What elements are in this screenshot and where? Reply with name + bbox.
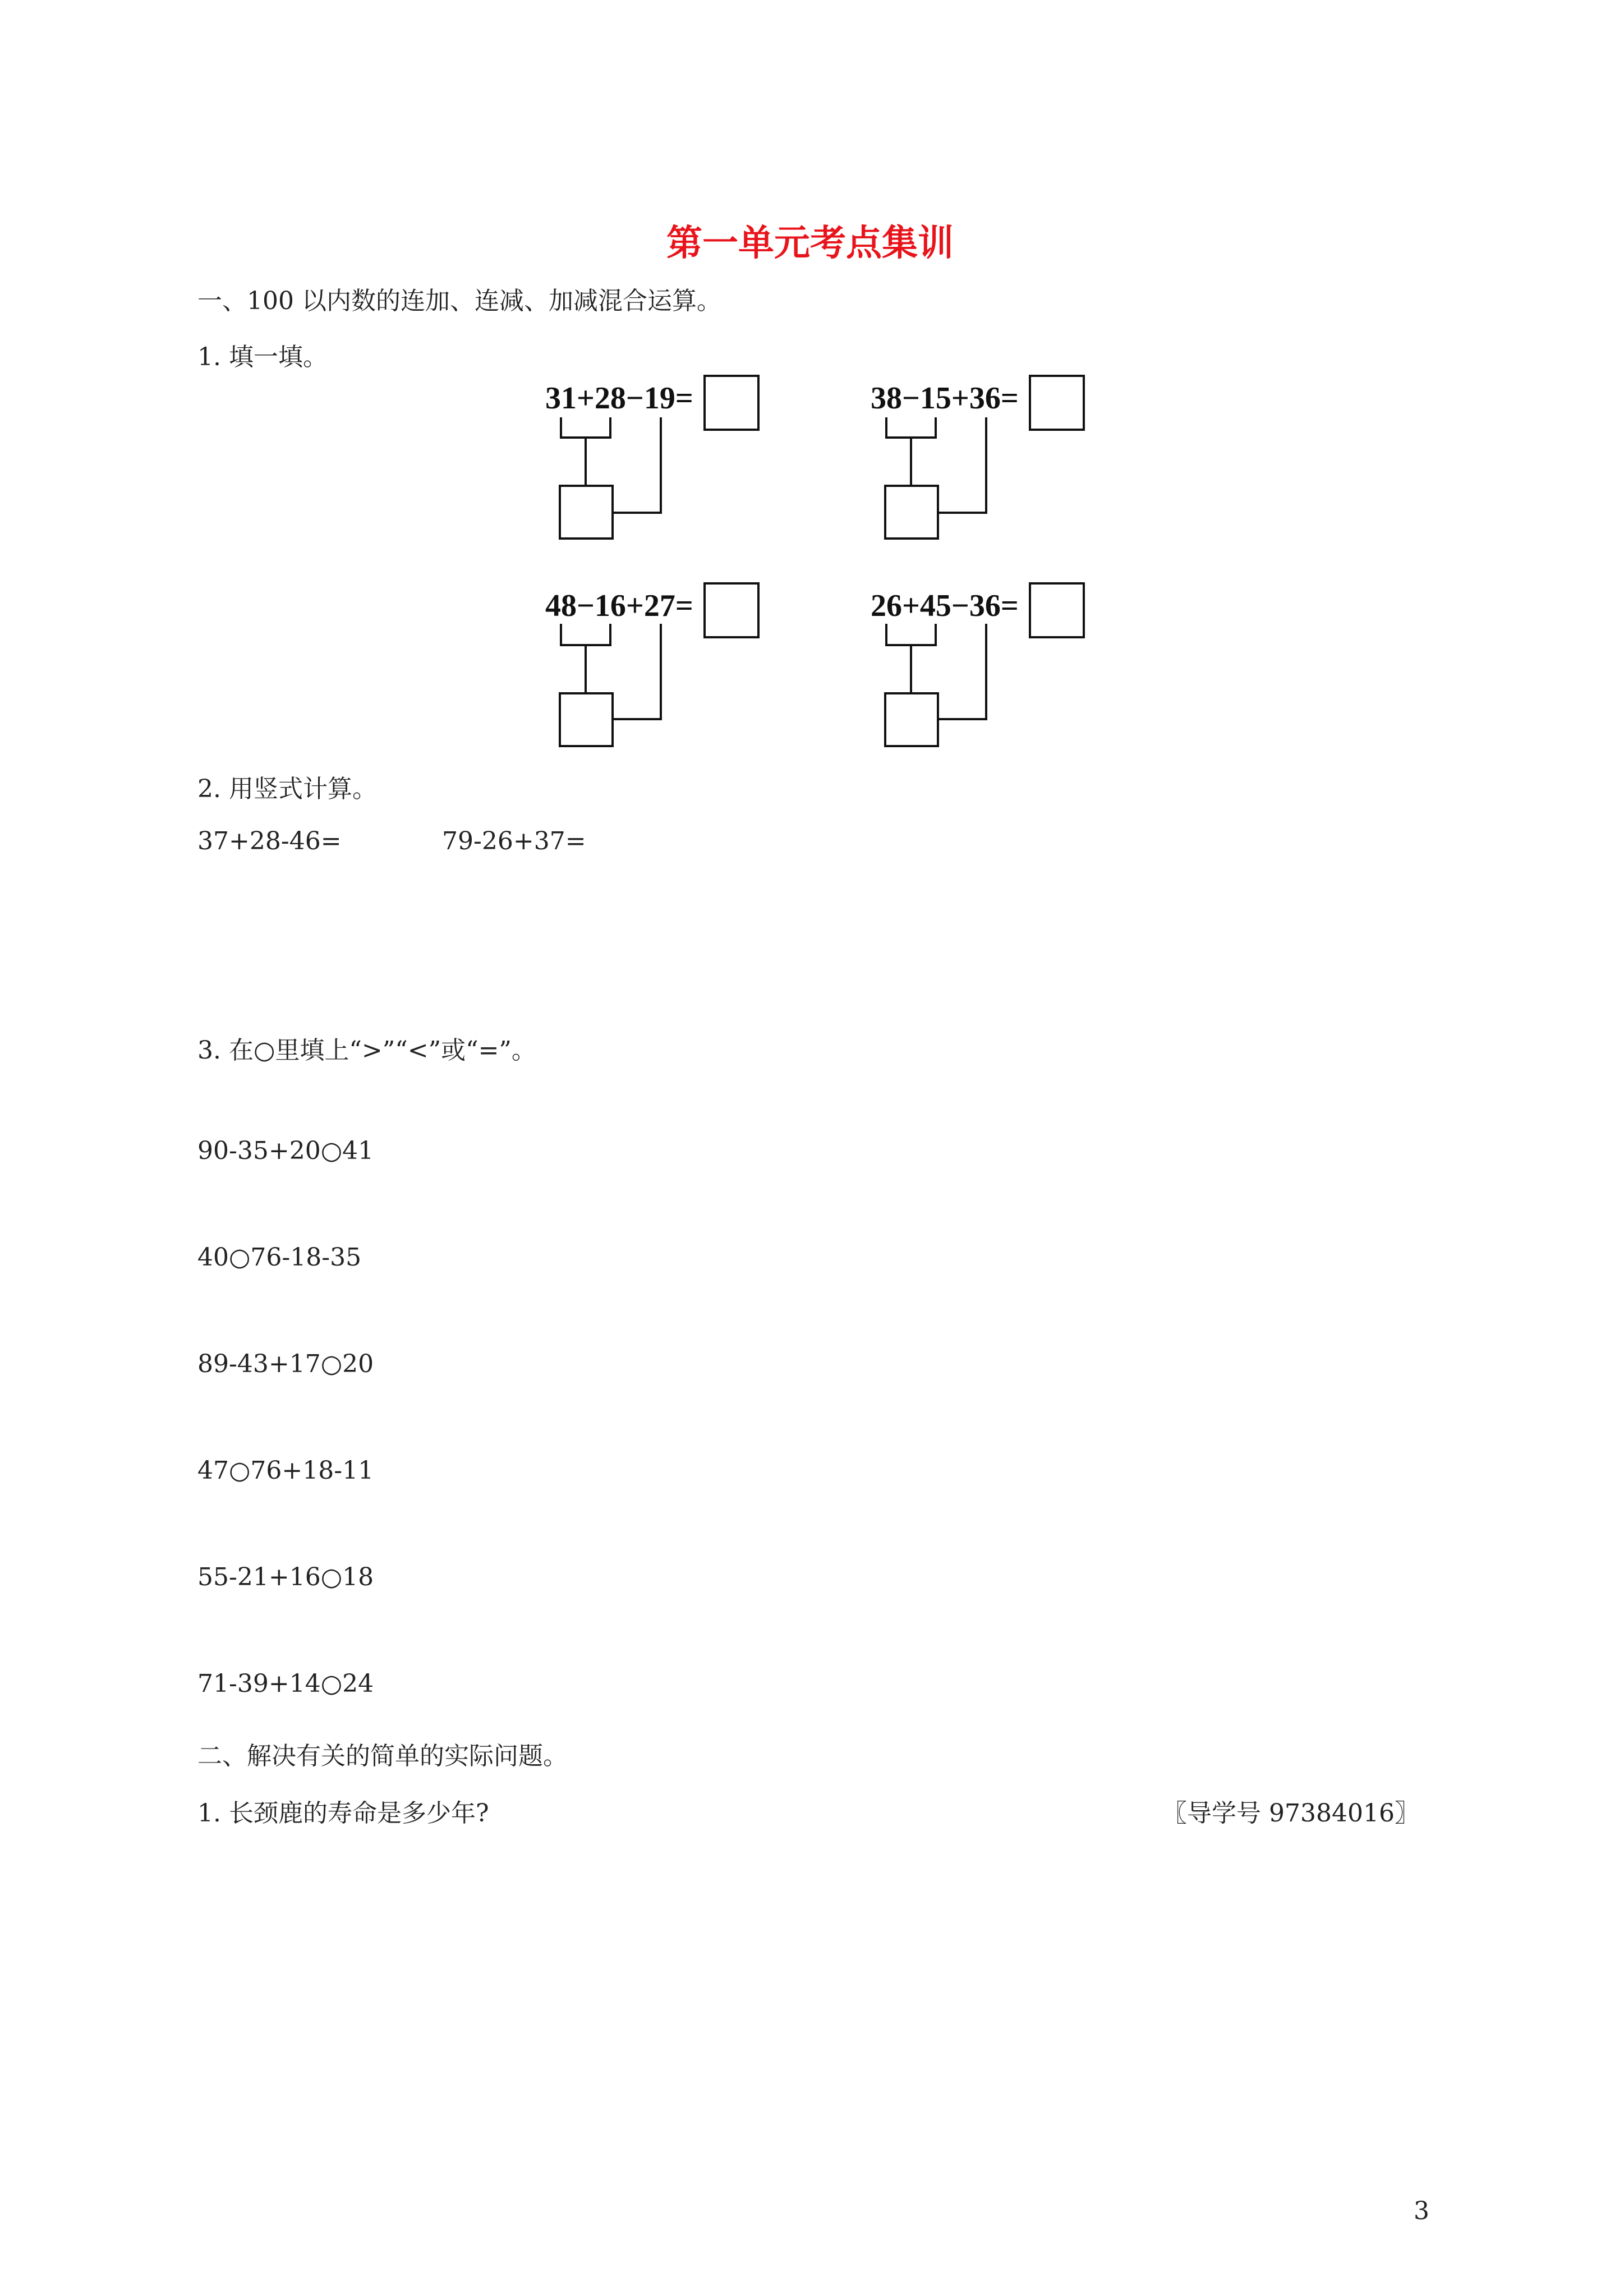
question-2-label: 2. 用竖式计算。 bbox=[197, 775, 377, 803]
answer-box-1[interactable] bbox=[703, 375, 760, 431]
compare-item: 47○76+18-11 bbox=[197, 1456, 374, 1485]
compare-item: 55-21+16○18 bbox=[197, 1563, 374, 1591]
bracket-line bbox=[613, 718, 662, 720]
equation-4: 26+45−36= bbox=[871, 588, 1019, 623]
bracket-line bbox=[560, 417, 562, 439]
bracket-line bbox=[660, 417, 662, 514]
bracket-line bbox=[885, 624, 887, 646]
compare-item: 71-39+14○24 bbox=[197, 1669, 374, 1698]
bracket-line bbox=[938, 718, 987, 720]
bracket-line bbox=[935, 417, 937, 439]
intermediate-box-3[interactable] bbox=[559, 692, 614, 747]
intermediate-box-2[interactable] bbox=[884, 485, 939, 540]
bracket-line bbox=[585, 438, 587, 486]
bracket-line bbox=[938, 512, 987, 514]
bracket-line bbox=[609, 417, 611, 439]
question-3-label: 3. 在○里填上“>”“<”或“=”。 bbox=[197, 1036, 536, 1065]
compare-item: 89-43+17○20 bbox=[197, 1350, 374, 1378]
bracket-line bbox=[660, 624, 662, 720]
answer-box-2[interactable] bbox=[1029, 375, 1085, 431]
answer-box-3[interactable] bbox=[703, 582, 760, 638]
question-1-label: 1. 填一填。 bbox=[197, 343, 328, 371]
equation-3: 48−16+27= bbox=[545, 588, 693, 623]
bracket-line bbox=[910, 645, 912, 693]
vertical-calc-problem-2: 79-26+37= bbox=[442, 827, 586, 855]
page-number: 3 bbox=[1414, 2197, 1429, 2225]
bracket-line bbox=[885, 417, 887, 439]
intermediate-box-4[interactable] bbox=[884, 692, 939, 747]
bracket-line bbox=[585, 645, 587, 693]
bracket-line bbox=[935, 624, 937, 646]
compare-item: 90-35+20○41 bbox=[197, 1137, 374, 1165]
section-2-question-1-label: 1. 长颈鹿的寿命是多少年? bbox=[197, 1799, 489, 1828]
section-1-heading: 一、100 以内数的连加、连减、加减混合运算。 bbox=[197, 287, 721, 315]
bracket-line bbox=[613, 512, 662, 514]
intermediate-box-1[interactable] bbox=[559, 485, 614, 540]
equation-2: 38−15+36= bbox=[871, 381, 1019, 416]
section-2-heading: 二、解决有关的简单的实际问题。 bbox=[197, 1742, 568, 1770]
page-title: 第一单元考点集训 bbox=[666, 222, 954, 264]
study-guide-reference: 〖导学号 97384016〗 bbox=[1162, 1799, 1419, 1828]
bracket-line bbox=[985, 624, 987, 720]
bracket-line bbox=[985, 417, 987, 514]
vertical-calc-problem-1: 37+28-46= bbox=[197, 827, 342, 855]
equation-1: 31+28−19= bbox=[545, 381, 693, 416]
bracket-line bbox=[910, 438, 912, 486]
compare-item: 40○76-18-35 bbox=[197, 1243, 362, 1272]
bracket-line bbox=[609, 624, 611, 646]
answer-box-4[interactable] bbox=[1029, 582, 1085, 638]
bracket-line bbox=[560, 624, 562, 646]
